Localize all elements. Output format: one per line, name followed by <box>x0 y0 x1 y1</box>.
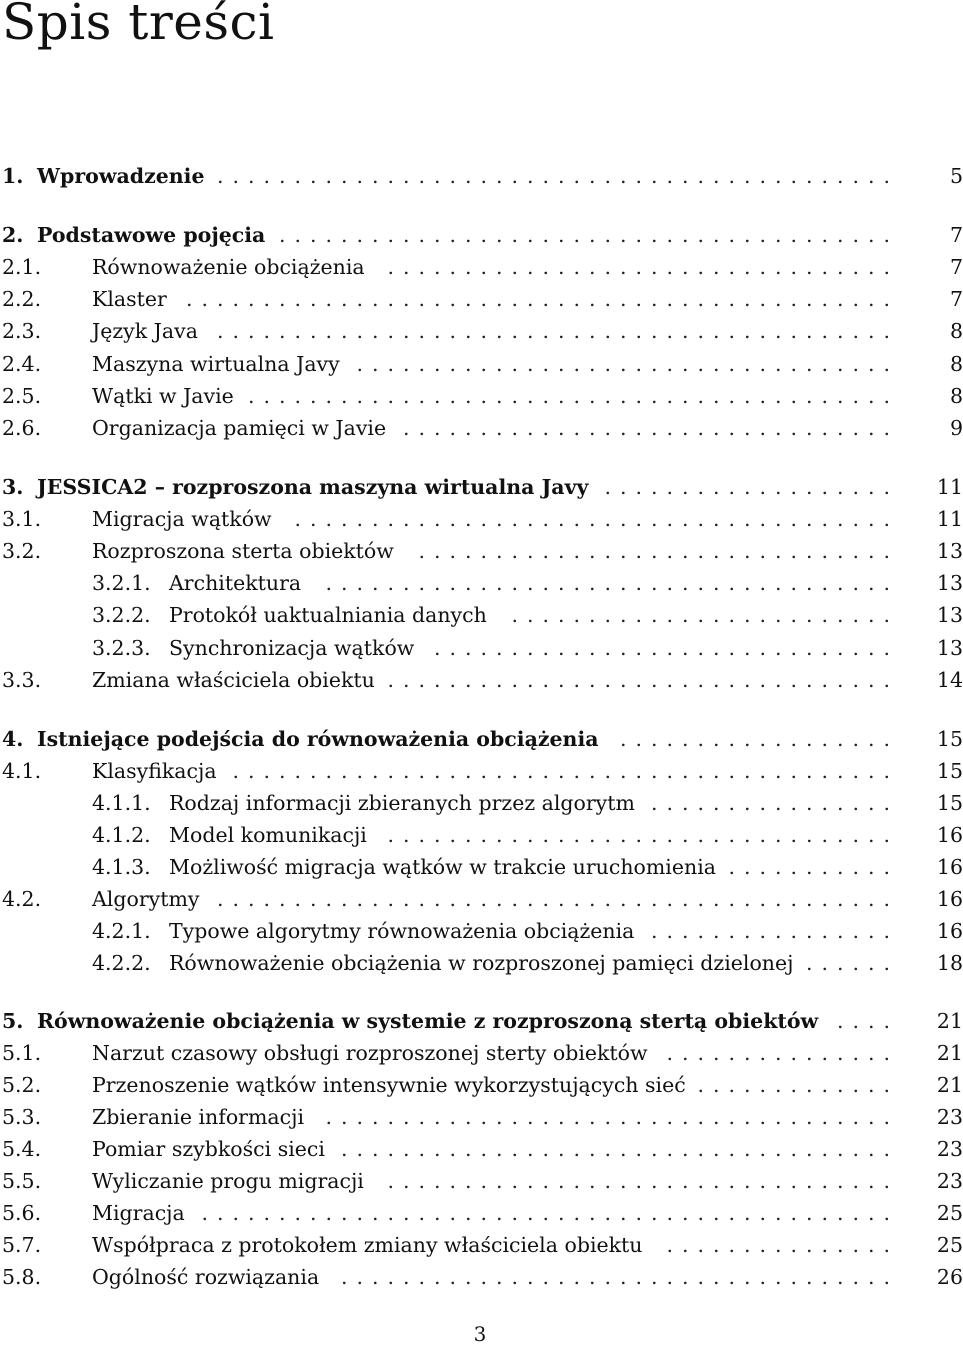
toc-entry-page: 18 <box>936 951 963 975</box>
toc-entry-number: 4.1.2. <box>92 823 151 847</box>
toc-entry[interactable] <box>0 412 963 444</box>
toc-dot-leader: . . . . <box>837 1009 891 1033</box>
toc-entry-title: Protokół uaktualniania danych <box>169 599 493 631</box>
toc-entry-page: 25 <box>936 1201 963 1225</box>
toc-entry-page: 8 <box>949 319 963 343</box>
toc-entry-title: Wprowadzenie <box>37 160 211 192</box>
toc-dot-leader: . . . . . . . . . . . . . . . . . . . . . . . . . . . . . . <box>434 636 891 660</box>
toc-entry-page: 14 <box>936 668 963 692</box>
toc-entry[interactable] <box>0 535 963 567</box>
toc-entry-number: 2. <box>2 223 24 247</box>
toc-entry-number: 5.8. <box>2 1265 42 1289</box>
toc-entry-number: 4.2. <box>2 887 42 911</box>
toc-entry-number: 5.2. <box>2 1073 42 1097</box>
toc-entry-page: 13 <box>936 603 963 627</box>
toc-entry[interactable] <box>0 1133 963 1165</box>
toc-entry-number: 3.2.2. <box>92 603 151 627</box>
toc-entry-number: 5.3. <box>2 1105 42 1129</box>
toc-entry-title: Maszyna wirtualna Javy <box>92 348 346 380</box>
toc-entry-title: Wątki w Javie <box>92 380 240 412</box>
toc-entry-number: 2.5. <box>2 384 42 408</box>
toc-dot-leader: . . . . . . . . . . . . . . . . <box>651 919 891 943</box>
toc-entry-page: 15 <box>936 727 963 751</box>
toc-entry-page: 7 <box>949 287 963 311</box>
toc-entry-number: 1. <box>2 164 24 188</box>
toc-entry-page: 9 <box>949 416 963 440</box>
toc-entry[interactable] <box>0 851 963 883</box>
toc-entry-title: Typowe algorytmy równoważenia obciążenia <box>169 915 640 947</box>
toc-entry-number: 2.1. <box>2 255 42 279</box>
toc-entry-page: 16 <box>936 919 963 943</box>
toc-entry-number: 3.2. <box>2 539 42 563</box>
toc-dot-leader: . . . . . . . . . . . . . <box>697 1073 891 1097</box>
toc-dot-leader: . . . . . . . . . . . . . . . . . . . . . . . . . . . . . . . . . . . . . . . . . . . . <box>217 164 891 188</box>
toc-entry[interactable] <box>0 1037 963 1069</box>
toc-entry[interactable] <box>0 1197 963 1229</box>
toc-entry-title: Podstawowe pojęcia <box>37 219 271 251</box>
toc-entry-number: 2.4. <box>2 352 42 376</box>
toc-entry-page: 25 <box>936 1233 963 1257</box>
toc-entry-page: 8 <box>949 384 963 408</box>
toc-entry-page: 13 <box>936 636 963 660</box>
toc-entry-title: Organizacja pamięci w Javie <box>92 412 392 444</box>
toc-entry-page: 23 <box>936 1105 963 1129</box>
page-title: Spis treści <box>2 0 275 51</box>
toc-entry-page: 21 <box>936 1073 963 1097</box>
toc-entry-title: Zmiana właściciela obiektu <box>92 664 381 696</box>
toc-dot-leader: . . . . . . . . . . . <box>728 855 891 879</box>
toc-entry-page: 23 <box>936 1137 963 1161</box>
toc-entry-title: Równoważenie obciążenia w systemie z rozproszoną stertą obiektów <box>37 1005 824 1037</box>
toc-entry[interactable] <box>0 219 963 251</box>
toc-dot-leader: . . . . . . . . . . . . . . . . . . . . . . . . . . . . . . . . . <box>387 823 891 847</box>
toc-entry-title: Zbieranie informacji <box>92 1101 310 1133</box>
toc-entry-number: 5.6. <box>2 1201 42 1225</box>
toc-entry-page: 16 <box>936 855 963 879</box>
toc-entry-title: Ogólność rozwiązania <box>92 1261 325 1293</box>
toc-entry-number: 5.7. <box>2 1233 42 1257</box>
toc-entry-title: Architektura <box>169 567 307 599</box>
toc-dot-leader: . . . . . . . . . . . . . . . . . . . . . . . . . . . . . . . . . . . . . . . . . . . <box>232 759 891 783</box>
toc-entry[interactable] <box>0 883 963 915</box>
toc-entry-title: Język Java <box>92 315 204 347</box>
toc-entry-number: 4.1.3. <box>92 855 151 879</box>
toc-dot-leader: . . . . . . . . . . . . . . . . . . . . . . . . . . . . . . . . . <box>387 1169 891 1193</box>
toc-entry-title: Model komunikacji <box>169 819 373 851</box>
toc-entry-title: Migracja wątków <box>92 503 278 535</box>
toc-entry-page: 15 <box>936 759 963 783</box>
toc-dot-leader: . . . . . . . . . . . . . . . . . . . . . . . . . . . . . . . . . . . . . . . . . . . . <box>217 887 891 911</box>
toc-dot-leader: . . . . . . . . . . . . . . . <box>666 1041 891 1065</box>
toc-dot-leader: . . . . . . . . . . . . . . . <box>666 1233 891 1257</box>
toc-dot-leader: . . . . . . . . . . . . . . . . . . . . . . . . . . . . . . . . . . . . . . . . . . . . . <box>201 1201 891 1225</box>
toc-entry-number: 3. <box>2 475 24 499</box>
toc-dot-leader: . . . . . . . . . . . . . . . . . . . . . . . . . . . . . . . . . . . . . . . . . . . . . . <box>186 287 891 311</box>
toc-entry-page: 7 <box>949 223 963 247</box>
toc-entry-number: 4. <box>2 727 24 751</box>
toc-entry-number: 4.2.1. <box>92 919 151 943</box>
toc-entry-page: 7 <box>949 255 963 279</box>
toc-entry-number: 3.1. <box>2 507 42 531</box>
toc-entry-number: 3.2.3. <box>92 636 151 660</box>
toc-entry-title: Możliwość migracja wątków w trakcie uruchomienia <box>169 851 722 883</box>
toc-entry[interactable] <box>0 1165 963 1197</box>
toc-dot-leader: . . . . . . . . . . . . . . . . . . . . . . . . . . . . . . . . . . . <box>356 352 891 376</box>
toc-entry-title: Równoważenie obciążenia w rozproszonej pamięci dzielonej <box>169 947 800 979</box>
toc-entry-number: 5.1. <box>2 1041 42 1065</box>
toc-entry-title: JESSICA2 – rozproszona maszyna wirtualna Javy <box>37 471 594 503</box>
toc-entry-number: 5.5. <box>2 1169 42 1193</box>
toc-entry[interactable] <box>0 315 963 347</box>
toc-entry-page: 16 <box>936 887 963 911</box>
toc-dot-leader: . . . . . . . . . . . . . . . . . . <box>620 727 891 751</box>
toc-entry-title: Współpraca z protokołem zmiany właściciela obiektu <box>92 1229 649 1261</box>
toc-dot-leader: . . . . . . . . . . . . . . . . . . . . . . . . . . . . . . . . <box>403 416 891 440</box>
toc-entry-title: Pomiar szybkości sieci <box>92 1133 331 1165</box>
toc-entry[interactable] <box>0 1261 963 1293</box>
toc-entry[interactable] <box>0 723 963 755</box>
toc-entry[interactable] <box>0 251 963 283</box>
toc-entry-page: 13 <box>936 539 963 563</box>
toc-dot-leader: . . . . . . . . . . . . . . . . . . . . . . . . . . . . . . . . . . . . <box>341 1265 891 1289</box>
toc-entry-page: 21 <box>936 1041 963 1065</box>
toc-entry-page: 23 <box>936 1169 963 1193</box>
toc-dot-leader: . . . . . . . . . . . . . . . . . . . . . . . . . . . . . . . . . . . . . . . <box>294 507 891 531</box>
toc-entry-number: 5. <box>2 1009 24 1033</box>
toc-dot-leader: . . . . . . . . . . . . . . . . . . . . . . . . . . . . . . . <box>418 539 891 563</box>
toc-entry[interactable] <box>0 283 963 315</box>
toc-entry-number: 4.1.1. <box>92 791 151 815</box>
toc-dot-leader: . . . . . . . . . . . . . . . . . . . . . . . . . <box>511 603 891 627</box>
toc-dot-leader: . . . . . . . . . . . . . . . . . . . . . . . . . . . . . . . . . . . . . . . . . . <box>248 384 891 408</box>
toc-entry-page: 8 <box>949 352 963 376</box>
toc-entry-title: Klaster <box>92 283 173 315</box>
toc-dot-leader: . . . . . . . . . . . . . . . . . . . . . . . . . . . . . . . . . . . . . . . . . . . . <box>217 319 891 343</box>
toc-entry[interactable] <box>0 380 963 412</box>
toc-entry[interactable] <box>0 599 963 631</box>
page-number: 3 <box>473 1322 487 1346</box>
toc-entry[interactable] <box>0 471 963 503</box>
toc-entry-number: 2.3. <box>2 319 42 343</box>
toc-entry-title: Algorytmy <box>92 883 205 915</box>
toc-dot-leader: . . . . . . . . . . . . . . . . . . . . . . . . . . . . . . . . . <box>387 255 891 279</box>
toc-dot-leader: . . . . . . . . . . . . . . . . . . . . . . . . . . . . . . . . . <box>387 668 891 692</box>
toc-entry-page: 16 <box>936 823 963 847</box>
toc-entry-title: Równoważenie obciążenia <box>92 251 371 283</box>
toc-entry-title: Przenoszenie wątków intensywnie wykorzystujących sieć <box>92 1069 692 1101</box>
toc-entry-number: 3.2.1. <box>92 571 151 595</box>
toc-entry-number: 2.2. <box>2 287 42 311</box>
toc-entry[interactable] <box>0 348 963 380</box>
toc-entry-number: 2.6. <box>2 416 42 440</box>
toc-dot-leader: . . . . . . . . . . . . . . . . . . . . . . . . . . . . . . . . . . . . . . . . <box>279 223 891 247</box>
toc-entry-title: Migracja <box>92 1197 191 1229</box>
toc-dot-leader: . . . . . . . . . . . . . . . . . . . . . . . . . . . . . . . . . . . . . <box>325 571 891 595</box>
toc-entry-number: 4.1. <box>2 759 42 783</box>
toc-entry[interactable] <box>0 787 963 819</box>
toc-entry[interactable] <box>0 755 963 787</box>
toc-entry[interactable] <box>0 567 963 599</box>
toc-entry-page: 11 <box>936 475 963 499</box>
toc-entry-number: 3.3. <box>2 668 42 692</box>
toc-entry[interactable] <box>0 160 963 192</box>
toc-entry[interactable] <box>0 664 963 696</box>
toc-entry-page: 21 <box>936 1009 963 1033</box>
toc-entry[interactable] <box>0 1005 963 1037</box>
toc-entry-page: 13 <box>936 571 963 595</box>
toc-entry-number: 4.2.2. <box>92 951 151 975</box>
toc-entry-title: Narzut czasowy obsługi rozproszonej sterty obiektów <box>92 1037 654 1069</box>
toc-entry-number: 5.4. <box>2 1137 42 1161</box>
toc-entry[interactable] <box>0 1101 963 1133</box>
toc-entry-title: Wyliczanie progu migracji <box>92 1165 370 1197</box>
toc-entry-title: Rodzaj informacji zbieranych przez algorytm <box>169 787 641 819</box>
toc-dot-leader: . . . . . . . . . . . . . . . . . . . . . . . . . . . . . . . . . . . . <box>341 1137 891 1161</box>
toc-entry[interactable] <box>0 947 963 979</box>
toc-dot-leader: . . . . . . . . . . . . . . . . . . . <box>604 475 891 499</box>
toc-entry[interactable] <box>0 503 963 535</box>
toc-entry-title: Klasyfikacja <box>92 755 223 787</box>
toc-entry-page: 5 <box>949 164 963 188</box>
toc-dot-leader: . . . . . . <box>806 951 891 975</box>
toc-entry-title: Synchronizacja wątków <box>169 632 420 664</box>
toc-entry-title: Istniejące podejścia do równoważenia obciążenia <box>37 723 605 755</box>
toc-entry[interactable] <box>0 632 963 664</box>
toc-dot-leader: . . . . . . . . . . . . . . . . . . . . . . . . . . . . . . . . . . . . . <box>325 1105 891 1129</box>
toc-entry[interactable] <box>0 819 963 851</box>
toc-entry-page: 26 <box>936 1265 963 1289</box>
toc-entry-title: Rozproszona sterta obiektów <box>92 535 400 567</box>
toc-entry[interactable] <box>0 1069 963 1101</box>
toc-entry[interactable] <box>0 1229 963 1261</box>
toc-dot-leader: . . . . . . . . . . . . . . . . <box>651 791 891 815</box>
toc-entry-page: 11 <box>936 507 963 531</box>
toc-entry[interactable] <box>0 915 963 947</box>
toc-entry-page: 15 <box>936 791 963 815</box>
